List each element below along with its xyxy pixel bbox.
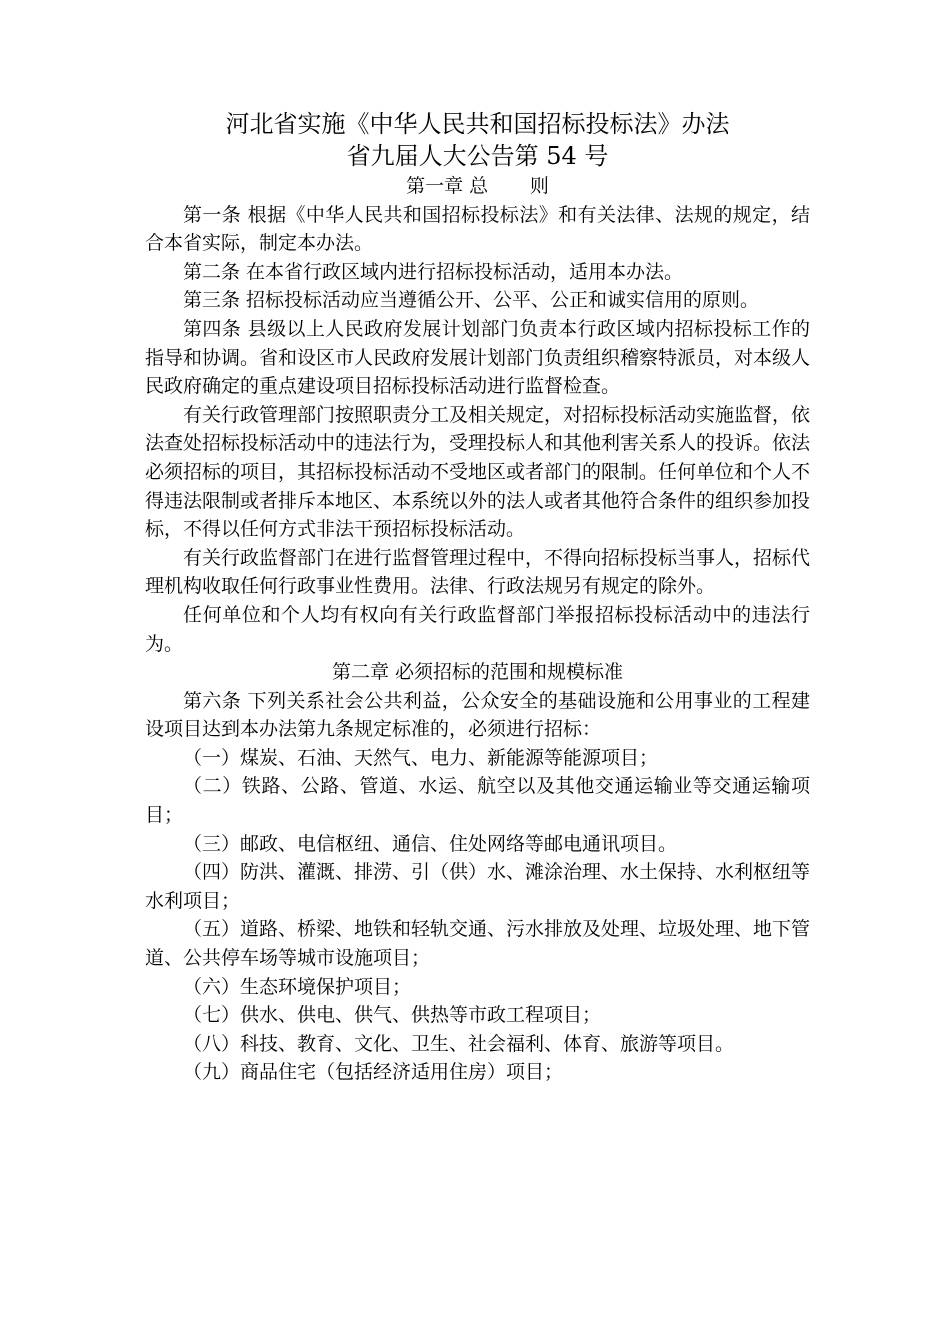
document-page <box>145 108 810 1087</box>
list-item-6: （六）生态环境保护项目； <box>183 975 412 998</box>
list-item-8: （八）科技、教育、文化、卫生、社会福利、体育、旅游等项目。 <box>183 1032 735 1055</box>
chapter-2-heading: 第二章 必须招标的范围和规模标准 <box>331 661 624 684</box>
article-4-para-3: 有关行政监督部门在进行监督管理过程中，不得向招标投标当事人，招标代理机构收取任何行政事业性费用。法律、行政法规另有规定的除外。 <box>145 546 811 598</box>
chapter-1-heading-part-b: 则 <box>529 175 549 197</box>
article-3: 第三条 招标投标活动应当遵循公开、公平、公正和诚实信用的原则。 <box>183 289 760 312</box>
chapter-1-heading <box>145 172 810 201</box>
list-item-5: （五）道路、桥梁、地铁和轻轨交通、污水排放及处理、垃圾处理、地下管道、公共停车场等城市设施项目； <box>145 918 811 970</box>
list-item-7: （七）供水、供电、供气、供热等市政工程项目； <box>183 1004 602 1027</box>
article-4: 第四条 县级以上人民政府发展计划部门负责本行政区域内招标投标工作的指导和协调。省和设区市人民政府发展计划部门负责组织稽察特派员，对本级人民政府确定的重点建设项目招标投标活动进行监督检查。 <box>145 317 811 398</box>
article-6: 第六条 下列关系社会公共利益，公众安全的基础设施和公用事业的工程建设项目达到本办法第九条规定标准的，必须进行招标： <box>145 689 810 741</box>
article-4-para-4: 任何单位和个人均有权向有关行政监督部门举报招标投标活动中的违法行为。 <box>145 603 810 655</box>
list-item-4: （四）防洪、灌溉、排涝、引（供）水、滩涂治理、水土保持、水利枢纽等水利项目； <box>145 861 811 912</box>
article-4-para-2: 有关行政管理部门按照职责分工及相关规定，对招标投标活动实施监督，依法查处招标投标活动中的违法行为，受理投标人和其他利害关系人的投诉。依法必须招标的项目，其招标投标活动不受地区或者部门的限制。任何单位和个人不得违法限制或者排斥本地区、本系统以外的法人或者其他符合条件的组织参加投标，不得以任何方式非法干预招标投标活动。 <box>145 403 811 541</box>
list-item-9: （九）商品住宅（包括经济适用住房）项目； <box>183 1061 564 1084</box>
list-item-3: （三）邮政、电信枢纽、通信、住处网络等邮电通讯项目。 <box>183 832 678 855</box>
chapter-1-heading-part-a: 第一章 总 <box>406 175 489 197</box>
list-item-1: （一）煤炭、石油、天然气、电力、新能源等能源项目； <box>183 746 659 769</box>
list-item-2: （二）铁路、公路、管道、水运、航空以及其他交通运输业等交通运输项目； <box>145 775 810 827</box>
announcement-number: 省九届人大公告第 54 号 <box>346 142 609 170</box>
article-2: 第二条 在本省行政区域内进行招标投标活动，适用本办法。 <box>183 260 684 283</box>
document-title: 河北省实施《中华人民共和国招标投标法》办法 <box>225 110 730 138</box>
article-1: 第一条 根据《中华人民共和国招标投标法》和有关法律、法规的规定，结合本省实际，制定本办法。 <box>145 203 810 255</box>
